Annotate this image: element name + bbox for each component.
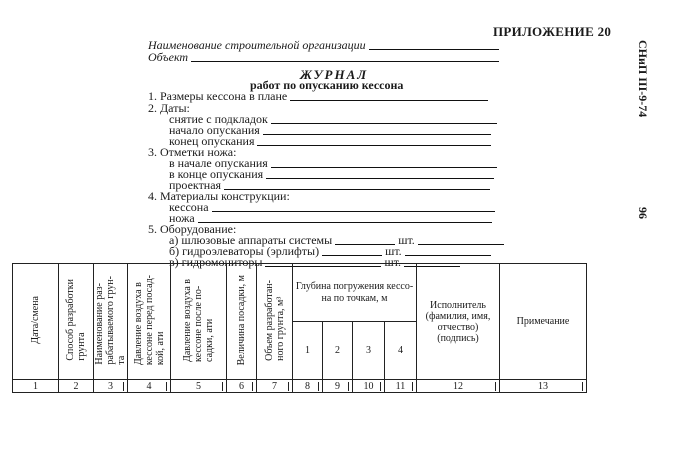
item-materials-label: 4. Материалы конструкции: (148, 189, 290, 203)
item-equip-locks-unit: шт. (398, 233, 415, 247)
header-point-2: 2 (323, 322, 353, 380)
column-stub (495, 382, 496, 391)
col-number: 5 (171, 380, 227, 393)
item-material-caisson-label: кессона (169, 200, 209, 214)
col-number: 10 (353, 380, 385, 393)
column-stub (252, 382, 253, 391)
column-stub (288, 382, 289, 391)
header-pressure-after: Давление воздуха в кессоне после по- садки, ати (171, 264, 227, 380)
item-mark-end-label: в конце опускания (169, 167, 264, 181)
item-mark-start-label: в начале опускания (169, 156, 268, 170)
col-number: 2 (59, 380, 94, 393)
header-note: Примечание (500, 264, 587, 380)
item-equip-locks-label: а) шлюзовые аппараты системы (169, 233, 333, 247)
item-dates-label: 2. Даты: (148, 101, 190, 115)
col-number: 11 (385, 380, 417, 393)
item-caisson-size (148, 89, 488, 104)
object-label: Объект (148, 50, 189, 64)
item-caisson-size-label: 1. Размеры кессона в плане (148, 89, 288, 103)
header-method: Способ разработки грунта (59, 264, 94, 380)
col-number: 7 (257, 380, 293, 393)
column-stub (318, 382, 319, 391)
col-number: 13 (500, 380, 587, 393)
header-settlement: Величина посадки, м (227, 264, 257, 380)
item-date-start-label: начало опускания (169, 123, 260, 137)
column-stub (12, 382, 13, 391)
header-point-1: 1 (293, 322, 323, 380)
item-equip-elevators-label: б) гидроэлеваторы (эрлифты) (169, 244, 320, 258)
column-stub (380, 382, 381, 391)
header-executor: Исполнитель (фамилия, имя, отчество) (подпись) (417, 264, 500, 380)
appendix-label: ПРИЛОЖЕНИЕ 20 (493, 24, 612, 39)
item-mark-design-label: проектная (169, 178, 222, 192)
col-number: 12 (417, 380, 500, 393)
item-equip-monitors-unit: шт. (384, 255, 402, 269)
header-point-4: 4 (385, 322, 417, 380)
col-number: 4 (128, 380, 171, 393)
journal-title: ЖУРНАЛ (300, 67, 369, 82)
col-number: 6 (227, 380, 257, 393)
column-stub (348, 382, 349, 391)
item-material-knife-label: ножа (169, 211, 195, 225)
page-number: 96 (636, 207, 650, 219)
side-standard-label: СНиП III-9-74 (636, 40, 650, 118)
column-number-row (13, 380, 587, 393)
item-date-lift-label: снятие с подкладок (169, 112, 268, 126)
item-equip-monitors-label: в) гидромониторы (169, 255, 263, 269)
column-stub (222, 382, 223, 391)
column-stub (58, 382, 59, 391)
column-stub (93, 382, 94, 391)
column-stub (123, 382, 124, 391)
col-number: 9 (323, 380, 353, 393)
header-date-shift: Дата/смена (13, 264, 59, 380)
item-equip-elevators-unit: шт. (385, 244, 402, 258)
org-name-label: Наименование строительной организации (148, 38, 366, 52)
journal-table (12, 263, 587, 393)
col-number: 8 (293, 380, 323, 393)
item-date-end-line (257, 144, 491, 146)
item-caisson-size-line (290, 99, 488, 101)
journal-subtitle: работ по опусканию кессона (250, 78, 404, 92)
item-material-knife-line (198, 221, 492, 223)
object-field (148, 50, 499, 65)
header-soil-name: Наименование раз- рабатываемого грун- та (94, 264, 128, 380)
header-volume: Объем разработан- ного грунта, м³ (257, 264, 293, 380)
column-stub (166, 382, 167, 391)
item-equipment-label: 5. Оборудование: (148, 222, 237, 236)
header-point-3: 3 (353, 322, 385, 380)
object-line (191, 60, 499, 62)
col-number: 3 (94, 380, 128, 393)
header-pressure-before: Давление воздуха в кессоне перед посад- кой, ати (128, 264, 171, 380)
column-stub (412, 382, 413, 391)
column-stub (582, 382, 583, 391)
item-knife-marks-label: 3. Отметки ножа: (148, 145, 237, 159)
col-number: 1 (13, 380, 59, 393)
item-date-end-label: конец опускания (169, 134, 255, 148)
header-depth: Глубина погружения кессо- на по точкам, м (293, 264, 417, 322)
